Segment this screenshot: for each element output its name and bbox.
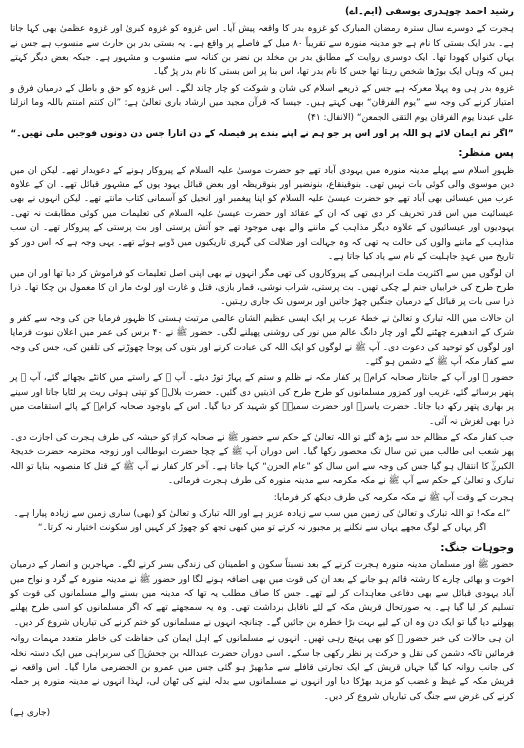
reasons-paragraph: ان ہی حالات کی خبر حضور ﷺ کو بھی پہنچ رہی تھیں۔ انہوں نے مسلمانوں کے اہل ایمان کی حفاظت کی خاطر متعدد مہمات روانہ فرمائیں تاکہ دشمن کی نقل و حرکت پر نظر رکھی جا سکے۔ اسی دوران حضرت عبداللہ بن جحشؓ کی سربراہی میں ایک دستہ نخلہ کی جانب روانہ کیا گیا جہاں قریش کے ایک تجارتی قافلے سے مڈبھیڑ ہو گئی جس میں عمرو بن الحضرمی مارا گیا۔ اس واقعہ نے قریش مکہ کے غیظ و غضب کو مزید بھڑکا دیا اور انہوں نے مسلمانوں سے بدلہ لینے کی ٹھان لی، لہذا انہوں نے مدینہ منورہ پر حملہ کرنے کی غرض سے جنگ کی تیاریاں شروع کر دیں۔ [10,634,514,702]
reasons-paragraph: حضور ﷺ اور مسلمان مدینہ منورہ ہجرت کرنے کے بعد نسبتاً سکون و اطمینان کی زندگی بسر کرنے لگے۔ مہاجرین و انصار کے درمیان اخوت و بھائی چارے کا رشتہ قائم ہو جانے کے بعد ان کی قوت میں بھی اضافہ ہونے لگا اور حضور ﷺ نے مدینہ منورہ کے گرد و نواح میں آباد یہودی قبائل سے بھی دفاعی معاہدات کر لیے تھے۔ جس کا صاف مطلب یہ تھا کہ مدینہ میں بسنے والے مسلمانوں کی قوت کو تسلیم کر لیا گیا ہے۔ یہ صورتحال قریش مکہ کے لئے ناقابل برداشت تھی۔ وہ یہ سمجھتے تھے کہ اگر مسلمانوں کو اسی طرح پھلنے پھولنے دیا گیا تو ایک دن وہ ان کے لیے بہت بڑا خطرہ بن جائیں گے۔ چنانچہ انہوں نے مسلمانوں کو ختم کرنے کی تیاریاں شروع کر دیں۔ [10,560,514,628]
background-paragraph: حضور ﷺ اور آپ کے جانثار صحابہ کرامؓ پر کفار مکہ نے ظلم و ستم کے پہاڑ توڑ دیئے۔ آپ ﷺ کے راستے میں کانٹے بچھائے گئے، آپ ﷺ پر پتھر برسائے گئے، غریب اور کمزور مسلمانوں کو طرح طرح کی اذیتیں دی گئیں۔ حضرت بلالؓ کو تپتی ہوئی ریت پر لٹایا جاتا اور سینے پر بھاری پتھر رکھ دیا جاتا۔ حضرت یاسرؓ اور حضرت سمیہؓ کو شہید کر دیا گیا۔ اس کے باوجود صحابہ کرامؓ کے پائے استقامت میں ذرا بھی لغزش نہ آئی۔ [10,373,514,427]
furqan-paragraph: غزوہ بدر ہی وہ پہلا معرکہ ہے جس کے ذریعے اسلام کی شان و شوکت کو چار چاند لگے۔ اس غزوہ کو حق و باطل کے درمیان فرق و امتیاز کرنے کی وجہ سے ”یوم الفرقان“ بھی کہتے ہیں۔ جیسا کہ قرآن مجید میں ارشاد باری تعالیٰ ہے: ”ان کنتم امنتم باللہ وما انزلنا علی عبدنا یوم الفرقان یوم التقی الجمعن“ (الانفال: ۴۱) [10,83,514,123]
background-paragraph: ان لوگوں میں سے اکثریت ملت ابراہیمی کے پیروکاروں کی تھی مگر انہوں نے بھی اپنی اصل تعلیمات کو فراموش کر دیا تھا اور ان میں طرح طرح کی خرابیاں جنم لے چکی تھیں۔ بت پرستی، شراب نوشی، قمار بازی، قتل و غارت اور لوٹ مار ان کا معمول بن چکا تھا۔ ذرا ذرا سی بات پر قبائل کے درمیان جنگیں چھڑ جاتیں اور برسوں تک جاری رہتیں۔ [10,268,514,308]
background-paragraph: جب کفار مکہ کے مظالم حد سے بڑھ گئے تو اللہ تعالیٰ کے حکم سے حضور ﷺ نے صحابہ کرامؓ کو حبشہ کی طرف ہجرت کی اجازت دی۔ پھر شعب ابی طالب میں تین سال تک محصور رکھا گیا۔ اس دوران آپ ﷺ کے چچا حضرت ابوطالب اور زوجہ محترمہ حضرت خدیجۃ الکبریٰؓ کا انتقال ہو گیا جس کی وجہ سے اس سال کو ”عام الحزن“ کہا جاتا ہے۔ آخر کار کفار نے آپ ﷺ کے قتل کا منصوبہ بنایا تو اللہ تبارک و تعالیٰ کے حکم سے آپ ﷺ نے مکہ مکرمہ سے مدینہ منورہ کی طرف ہجرت فرمائی۔ [10,432,514,487]
intro-paragraph: ہجرت کے دوسرے سال سترہ رمضان المبارک کو غزوہ بدر کا واقعہ پیش آیا۔ اس غزوہ کو غزوہ کبریٰ اور غزوہ عظمیٰ بھی کہا جاتا ہے۔ بدر ایک بستی کا نام ہے جو مدینہ منورہ سے تقریباً ۸۰ میل کے فاصلے پر واقع ہے۔ یہ بستی بدر بن حارث سے منسوب ہے جس نے یہاں کنواں کھودا تھا۔ ایک دوسری روایت کے مطابق بدر بن مخلد بن نضر بن کنانہ سے منسوب و مشہور ہے۔ جبکہ بعض دیگر کہتے ہیں کہ وہاں ایک بوڑھا شخص رہتا تھا جس کا نام بدر تھا، اس بنا پر اس بستی کا نام بدر پڑ گیا۔ [10,24,514,78]
quran-translation: ”اگر تم ایمان لائے ہو اللہ پر اور اس پر جو ہم نے اپنے بندے پر فیصلہ کے دن اتارا جس دن دونوں فوجیں ملی تھیں۔“ [10,128,514,139]
continued-mark: (جاری ہے) [10,708,51,719]
dua-intro: ہجرت کے وقت آپ ﷺ نے مکہ مکرمہ کی طرف دیکھ کر فرمایا: [273,492,514,503]
section-heading-background: پس منظر: [458,146,514,160]
section-heading-reasons: وجوہات جنگ: [440,540,514,554]
background-paragraph: ظہورِ اسلام سے پہلے مدینہ منورہ میں یہودی آباد تھے جو حضرت موسیٰ علیہ السلام کے پیروکار ہونے کے دعویدار تھے۔ لیکن ان میں دین موسوی والی کوئی بات نہیں تھی۔ بنوقینقاع، بنونضیر اور بنوقریظہ اور بعض قبائل یہود یوں کے مشہور قبائل تھے۔ ان کے علاوہ عرب میں عیسائی بھی آباد تھے جو حضرت عیسیٰ علیہ السلام کو اپنا پیغمبر اور انجیل کو آسمانی کتاب مانتے تھے۔ لیکن انہوں نے بھی عیسائیت میں اس قدر تحریف کر دی تھی کہ ان کے عقائد اور حضرت عیسیٰ علیہ السلام کی تعلیمات میں کوئی مطابقت نہ تھی۔ یہودیوں اور عیسائیوں کے علاوہ دیگر مذاہب کے ماننے والے بھی موجود تھے جو آتش پرستی اور بت پرستی کے پیروکار تھے۔ ان سب مذاہب کے ماننے والوں کی حالت یہ تھی کہ وہ جہالت اور ضلالت کی گہری تاریکیوں میں ڈوبے ہوئے تھے۔ یہی وجہ ہے کہ اس دور کو تاریخ میں عہدِ جاہلیت کے نام سے یاد کیا جاتا ہے۔ [10,165,514,263]
author-name: رشید احمد چوہدری یوسفی (ایم۔اے) [345,6,514,17]
dua-quote: ”اے مکہ! تو اللہ تبارک و تعالیٰ کی زمین میں سب سے زیادہ عزیز ہے اور اللہ تبارک و تعالیٰ کو (بھی) ساری زمین سے زیادہ پیارا ہے۔ اگر یہاں کے لوگ مجھے یہاں سے نکلنے پر مجبور نہ کرتے تو میں کبھی تجھ کو چھوڑ کر کہیں اور سکونت اختیار نہ کرتا۔“ [13,509,511,534]
background-paragraph: ان حالات میں اللہ تبارک و تعالیٰ نے خطۂ عرب پر ایک ایسی عظیم الشان عالمی مرتبت ہستی کا ظہور فرمایا جن کی وجہ سے کفر و شرک کے اندھیرے چھٹنے لگے اور چار دانگ عالم میں نور کی روشنی پھیلنے لگی۔ حضور ﷺ نے ۴۰ برس کی عمر میں اعلان نبوت فرمایا اور لوگوں کو توحید کی دعوت دی۔ آپ ﷺ نے لوگوں کو ایک اللہ کی عبادت کرنے اور بتوں کی پوجا چھوڑنے کی تلقین کی، جس کی وجہ سے کفار مکہ آپ ﷺ کے دشمن ہو گئے۔ [10,313,515,367]
